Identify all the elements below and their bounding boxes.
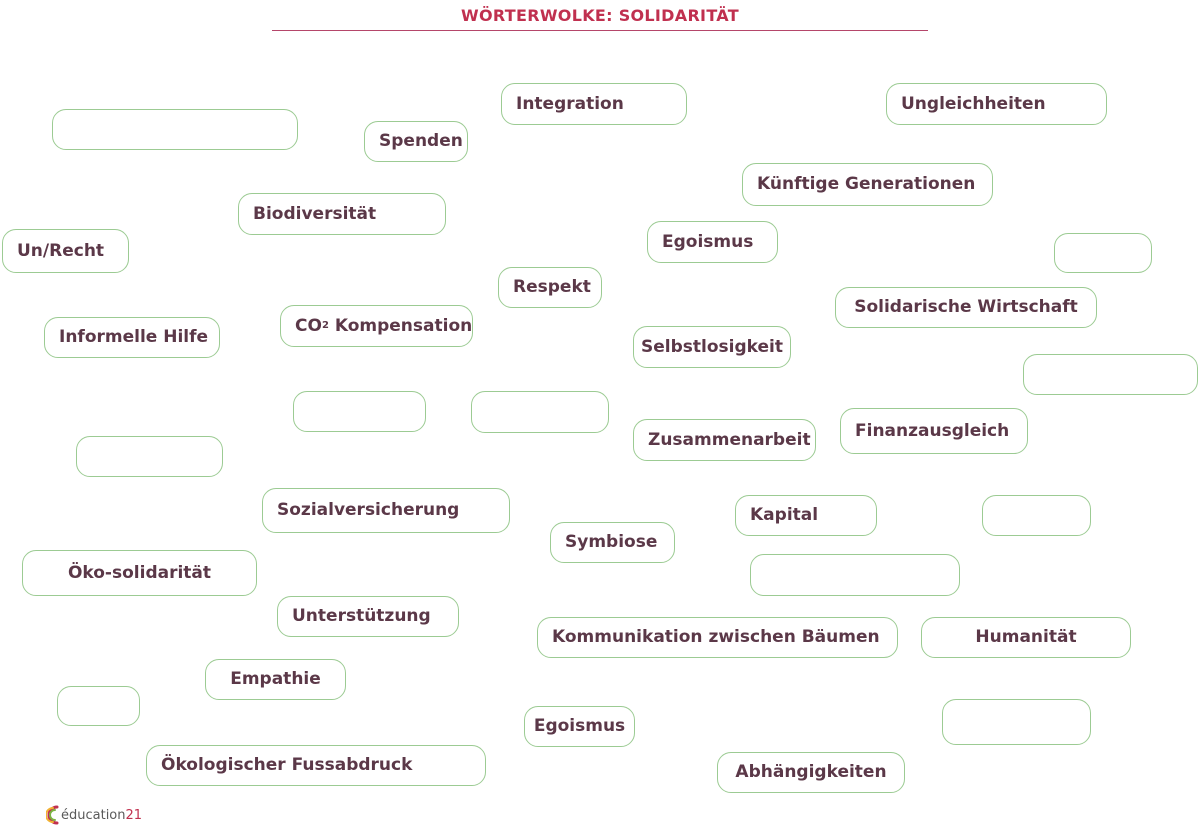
education21-logo [46, 803, 142, 827]
logo-number: 21 [125, 807, 143, 823]
empty-word-box[interactable] [52, 109, 298, 150]
word-egoismus-2[interactable]: Egoismus [524, 706, 635, 747]
word-kapital[interactable]: Kapital [735, 495, 877, 536]
word-egoismus[interactable]: Egoismus [647, 221, 778, 263]
kompensation-label: Kompensation [328, 315, 473, 336]
word-selbstlosigkeit[interactable]: Selbstlosigkeit [633, 326, 791, 368]
word-biodiversitaet[interactable]: Biodiversität [238, 193, 446, 235]
empty-word-box[interactable] [471, 391, 609, 433]
word-finanzausgleich[interactable]: Finanzausgleich [840, 408, 1028, 454]
co2-label: CO [295, 315, 322, 336]
word-respekt[interactable]: Respekt [498, 267, 602, 308]
word-solidarische-wirtschaft[interactable]: Solidarische Wirtschaft [835, 287, 1097, 328]
empty-word-box[interactable] [293, 391, 426, 432]
word-integration[interactable]: Integration [501, 83, 687, 125]
logo-text [61, 808, 142, 823]
word-abhaengigkeiten[interactable]: Abhängigkeiten [717, 752, 905, 793]
word-oekologischer-fussabdruck[interactable]: Ökologischer Fussabdruck [146, 745, 486, 786]
empty-word-box[interactable] [942, 699, 1091, 745]
empty-word-box[interactable] [1023, 354, 1198, 395]
word-kommunikation-zwischen-baeumen[interactable]: Kommunikation zwischen Bäumen [537, 617, 898, 658]
empty-word-box[interactable] [1054, 233, 1152, 273]
logo-word: éducation [61, 807, 126, 823]
word-unterstuetzung[interactable]: Unterstützung [277, 596, 459, 637]
word-ungleichheiten[interactable]: Ungleichheiten [886, 83, 1107, 125]
word-kuenftige-generationen[interactable]: Künftige Generationen [742, 163, 993, 206]
word-symbiose[interactable]: Symbiose [550, 522, 675, 563]
word-spenden[interactable]: Spenden [364, 121, 468, 162]
word-sozialversicherung[interactable]: Sozialversicherung [262, 488, 510, 533]
empty-word-box[interactable] [982, 495, 1091, 536]
empty-word-box[interactable] [76, 436, 223, 477]
page-title: WÖRTERWOLKE: SOLIDARITÄT [461, 6, 739, 25]
word-unrecht[interactable]: Un/Recht [2, 229, 129, 273]
co2-subscript: 2 [321, 320, 329, 331]
word-co2-kompensation[interactable] [280, 305, 473, 347]
title-divider [272, 30, 928, 31]
word-informelle-hilfe[interactable] [44, 317, 220, 358]
logo-mark-icon [46, 804, 60, 826]
empty-word-box[interactable] [57, 686, 140, 726]
empty-word-box[interactable] [750, 554, 960, 596]
word-empathie[interactable]: Empathie [205, 659, 346, 700]
word-zusammenarbeit[interactable]: Zusammenarbeit [633, 419, 816, 461]
word-label: Informelle Hilfe [59, 327, 209, 347]
word-humanitaet[interactable]: Humanität [921, 617, 1131, 658]
word-oeko-solidaritaet[interactable]: Öko-solidarität [22, 550, 257, 596]
